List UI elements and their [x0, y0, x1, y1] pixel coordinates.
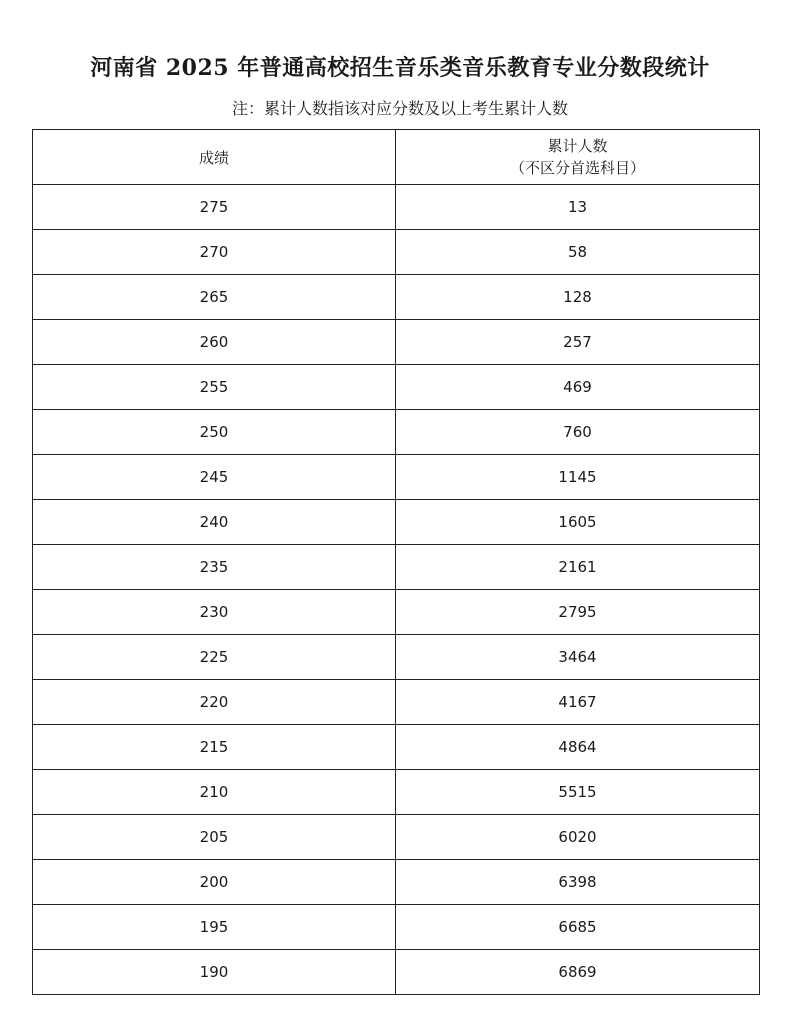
table-row	[33, 590, 760, 635]
score-cell: 200	[33, 860, 396, 905]
table-row	[33, 320, 760, 365]
cumulative-count-cell: 2161	[396, 545, 760, 590]
header-cumulative-line1: 累计人数	[547, 137, 608, 155]
cumulative-count-cell: 1145	[396, 455, 760, 500]
score-cell: 205	[33, 815, 396, 860]
score-cell: 275	[33, 185, 396, 230]
cumulative-count-cell: 4864	[396, 725, 760, 770]
table-row	[33, 950, 760, 995]
cumulative-count-cell: 6685	[396, 905, 760, 950]
cumulative-count-cell: 13	[396, 185, 760, 230]
score-cell: 230	[33, 590, 396, 635]
score-cell: 245	[33, 455, 396, 500]
score-distribution-table	[32, 129, 760, 995]
score-cell: 190	[33, 950, 396, 995]
score-cell: 215	[33, 725, 396, 770]
score-cell: 220	[33, 680, 396, 725]
cumulative-count-cell: 2795	[396, 590, 760, 635]
table-row	[33, 455, 760, 500]
table-row	[33, 860, 760, 905]
header-cumulative	[396, 130, 760, 185]
table-row	[33, 725, 760, 770]
table-row	[33, 365, 760, 410]
table-row	[33, 545, 760, 590]
score-cell: 210	[33, 770, 396, 815]
cumulative-count-cell: 6020	[396, 815, 760, 860]
header-cumulative-line2: （不区分首选科目）	[509, 159, 645, 177]
score-cell: 240	[33, 500, 396, 545]
cumulative-count-cell: 58	[396, 230, 760, 275]
cumulative-count-cell: 128	[396, 275, 760, 320]
table-row	[33, 275, 760, 320]
cumulative-count-cell: 6398	[396, 860, 760, 905]
score-cell: 265	[33, 275, 396, 320]
score-cell: 235	[33, 545, 396, 590]
cumulative-count-cell: 1605	[396, 500, 760, 545]
table-header-row	[33, 130, 760, 185]
score-cell: 195	[33, 905, 396, 950]
table-row	[33, 680, 760, 725]
cumulative-count-cell: 760	[396, 410, 760, 455]
score-cell: 260	[33, 320, 396, 365]
score-cell: 255	[33, 365, 396, 410]
score-cell: 225	[33, 635, 396, 680]
cumulative-count-cell: 4167	[396, 680, 760, 725]
score-cell: 270	[33, 230, 396, 275]
table-row	[33, 185, 760, 230]
table-row	[33, 500, 760, 545]
table-row	[33, 815, 760, 860]
cumulative-count-cell: 257	[396, 320, 760, 365]
score-cell: 250	[33, 410, 396, 455]
header-score: 成绩	[33, 130, 396, 185]
cumulative-count-cell: 469	[396, 365, 760, 410]
cumulative-count-cell: 5515	[396, 770, 760, 815]
table-row	[33, 410, 760, 455]
table-row	[33, 230, 760, 275]
table-row	[33, 635, 760, 680]
cumulative-count-cell: 3464	[396, 635, 760, 680]
document-title: 河南省 2025 年普通高校招生音乐类音乐教育专业分数段统计	[90, 55, 710, 81]
table-row	[33, 905, 760, 950]
cumulative-count-cell: 6869	[396, 950, 760, 995]
table-body	[33, 185, 760, 995]
document-note: 注：累计人数指该对应分数及以上考生累计人数	[231, 99, 568, 118]
table-row	[33, 770, 760, 815]
